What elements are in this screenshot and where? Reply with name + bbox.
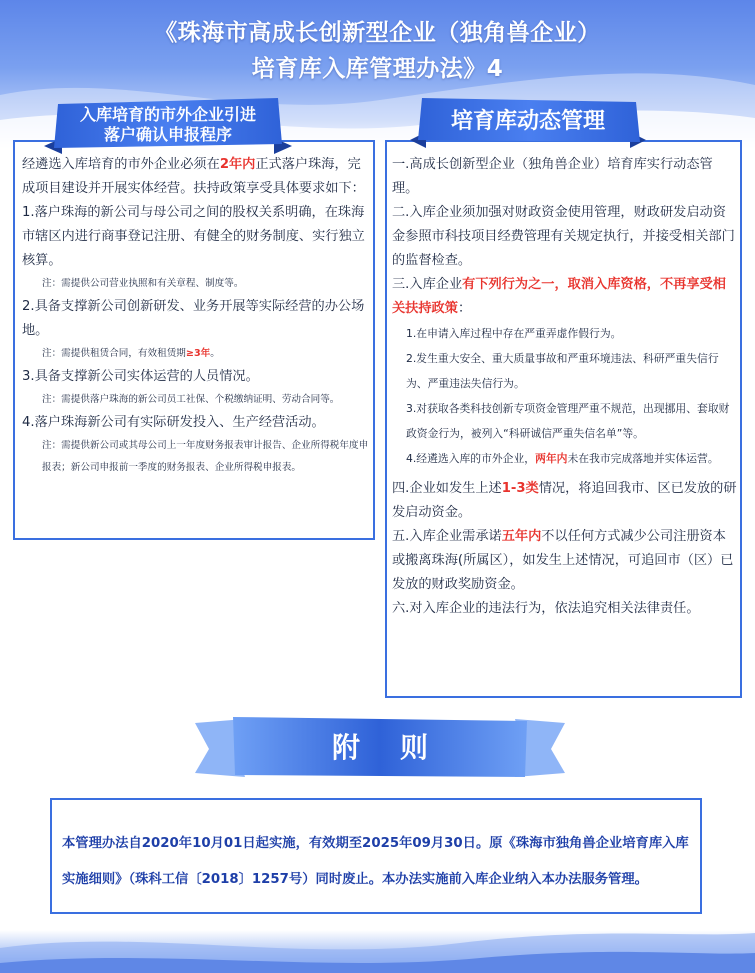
left-note-3: 注：需提供落户珠海的新公司员工社保、个税缴纳证明、劳动合同等。: [42, 394, 340, 405]
appendix-heading-ribbon: [195, 715, 565, 781]
left-intro: 经遴选入库培育的市外企业必须在2年内正式落户珠海，完成项目建设并开展实体经营。扶持政策享受具体要求如下：: [22, 157, 365, 196]
right-sub-3: 3.对获取各类科技创新专项资金管理严重不规范，出现挪用、套取财政资金行为，被列入“科研诚信严重失信名单”等。: [406, 402, 730, 440]
left-item-3: 3.具备支撑新公司实体运营的人员情况。: [22, 369, 259, 384]
left-panel-heading-ribbon: [44, 98, 292, 154]
right-para-4: 四.企业如发生上述1-3类情况，将追回我市、区已发放的研发启动资金。: [392, 481, 737, 520]
left-note-4: 注：需提供新公司或其母公司上一年度财务报表审计报告、企业所得税年度申报表；新公司申报前一季度的财务报表、企业所得税申报表。: [42, 440, 369, 473]
left-item-2: 2.具备支撑新公司创新研发、业务开展等实际经营的办公场地。: [22, 299, 365, 338]
highlight-categories: 1-3类: [501, 481, 539, 496]
right-para-3: 三.入库企业有下列行为之一，取消入库资格，不再享受相关扶持政策：: [392, 277, 726, 316]
highlight-two-years: 2年内: [219, 157, 256, 172]
page-title-line2: 培育库入库管理办法》4: [251, 56, 504, 82]
right-para-1: 一.高成长创新型企业（独角兽企业）培育库实行动态管理。: [392, 157, 713, 196]
right-sub-2: 2.发生重大安全、重大质量事故和严重环境违法、科研严重失信行为、严重违法失信行为。: [406, 352, 719, 390]
right-para-2: 二.入库企业须加强对财政资金使用管理，财政研发启动资金参照市科技项目经费管理有关规定执行，并接受相关部门的监督检查。: [392, 205, 735, 268]
left-note-1: 注：需提供公司营业执照和有关章程、制度等。: [42, 278, 244, 289]
highlight-two-years-sub: 两年内: [535, 452, 568, 465]
left-note-2: 注：需提供租赁合同，有效租赁期≥3年。: [42, 348, 220, 359]
page-title-line1: 《珠海市高成长创新型企业（独角兽企业）: [154, 20, 601, 46]
right-panel-heading-ribbon: [410, 96, 646, 148]
right-sub-1: 1.在申请入库过程中存在严重弄虚作假行为。: [406, 327, 622, 340]
left-panel-content: [22, 153, 372, 479]
highlight-lease-term: ≥3年: [185, 348, 211, 359]
appendix-text: 本管理办法自2020年10月01日起实施，有效期至2025年09月30日。原《珠海市独角兽企业培育库入库实施细则》（珠科工信〔2018〕1257号）同时废止。本办法实施前入库企业纳入本办法服务管理。: [62, 836, 689, 887]
footer-wave-decoration: [0, 918, 755, 973]
left-item-1: 1.落户珠海的新公司与母公司之间的股权关系明确，在珠海市辖区内进行商事登记注册、有健全的财务制度、实行独立核算。: [22, 205, 365, 268]
highlight-disqualify: 有下列行为之一，取消入库资格，不再享受相关扶持政策: [392, 277, 726, 316]
right-para-5: 五.入库企业需承诺五年内不以任何方式减少公司注册资本或搬离珠海(所属区），如发生上述情况，可追回市（区）已发放的财政奖励资金。: [392, 529, 734, 592]
right-panel-content: [392, 153, 739, 621]
right-sub-4: 4.经遴选入库的市外企业，两年内未在我市完成落地并实体运营。: [406, 452, 719, 465]
right-heading: 培育库动态管理: [450, 109, 605, 134]
highlight-five-years: 五年内: [501, 529, 542, 544]
appendix-heading: 附则: [331, 731, 468, 764]
left-heading-line2: 落户确认申报程序: [103, 125, 232, 144]
left-item-4: 4.落户珠海新公司有实际研发投入、生产经营活动。: [22, 415, 325, 430]
right-para-6: 六.对入库企业的违法行为，依法追究相关法律责任。: [392, 601, 700, 616]
left-heading-line1: 入库培育的市外企业引进: [79, 105, 256, 124]
